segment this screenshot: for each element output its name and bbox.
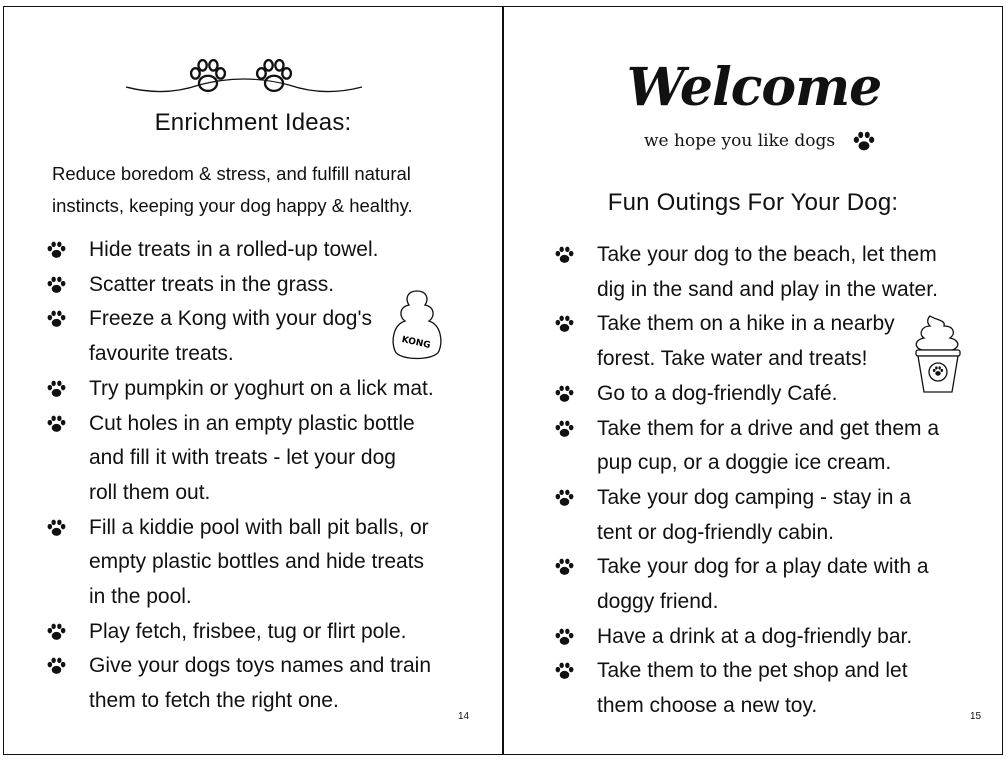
kong-toy-icon	[387, 287, 447, 365]
paw-print-icon	[554, 489, 575, 508]
list-item: Take your dog for a play date with a doggy friend.	[554, 550, 974, 619]
page-title: Fun Outings For Your Dog:	[607, 189, 899, 216]
list-item: Try pumpkin or yoghurt on a lick mat.	[46, 372, 446, 407]
paw-print-icon	[46, 380, 67, 399]
paw-print-icon	[46, 415, 67, 434]
page-title: Enrichment Ideas:	[154, 109, 352, 136]
enrichment-list	[46, 233, 446, 719]
list-item: Cut holes in an empty plastic bottle and fill it with treats - let your dog roll them out.	[46, 407, 446, 511]
intro-text: Reduce boredom & stress, and fulfill natural instincts, keeping your dog happy & healthy.	[52, 163, 413, 216]
list-item: Go to a dog-friendly Café.	[554, 377, 974, 412]
right-page	[503, 6, 1003, 755]
kong-label: KONG	[400, 335, 432, 351]
tagline: we hope you like dogs	[644, 131, 836, 151]
list-item: Have a drink at a dog-friendly bar.	[554, 620, 974, 655]
paw-print-icon	[46, 241, 67, 260]
welcome-logo	[624, 53, 884, 163]
welcome-word: Welcome	[626, 57, 882, 118]
page-number: 14	[458, 711, 470, 722]
paw-print-icon	[46, 519, 67, 538]
paw-print-icon	[554, 420, 575, 439]
paw-print-icon	[554, 246, 575, 265]
paw-divider-icon	[124, 55, 364, 99]
list-item: Hide treats in a rolled-up towel.	[46, 233, 446, 268]
list-item: Give your dogs toys names and train them to fetch the right one.	[46, 649, 446, 718]
paw-print-icon	[852, 131, 876, 153]
list-item: Play fetch, frisbee, tug or flirt pole.	[46, 615, 446, 650]
paw-print-icon	[46, 310, 67, 329]
list-item: Scatter treats in the grass.	[46, 268, 446, 303]
pup-cup-icon	[906, 312, 968, 396]
paw-print-icon	[554, 558, 575, 577]
list-item: Take them for a drive and get them a pup cup, or a doggie ice cream.	[554, 412, 974, 481]
paw-print-icon	[46, 276, 67, 295]
page-number: 15	[970, 711, 982, 722]
paw-print-icon	[554, 385, 575, 404]
left-page	[3, 6, 503, 755]
paw-print-icon	[554, 628, 575, 647]
outings-list	[554, 238, 974, 724]
list-item: Take them to the pet shop and let them choose a new toy.	[554, 654, 974, 723]
list-item: Fill a kiddie pool with ball pit balls, or empty plastic bottles and hide treats in the pool.	[46, 511, 446, 615]
paw-print-icon	[46, 657, 67, 676]
paw-print-icon	[46, 623, 67, 642]
list-item: Freeze a Kong with your dog's favourite treats.	[46, 302, 446, 371]
paw-print-icon	[554, 662, 575, 681]
list-item: Take your dog to the beach, let them dig in the sand and play in the water.	[554, 238, 974, 307]
list-item: Take them on a hike in a nearby forest. Take water and treats!	[554, 307, 974, 376]
paw-print-icon	[554, 315, 575, 334]
list-item: Take your dog camping - stay in a tent or dog-friendly cabin.	[554, 481, 974, 550]
